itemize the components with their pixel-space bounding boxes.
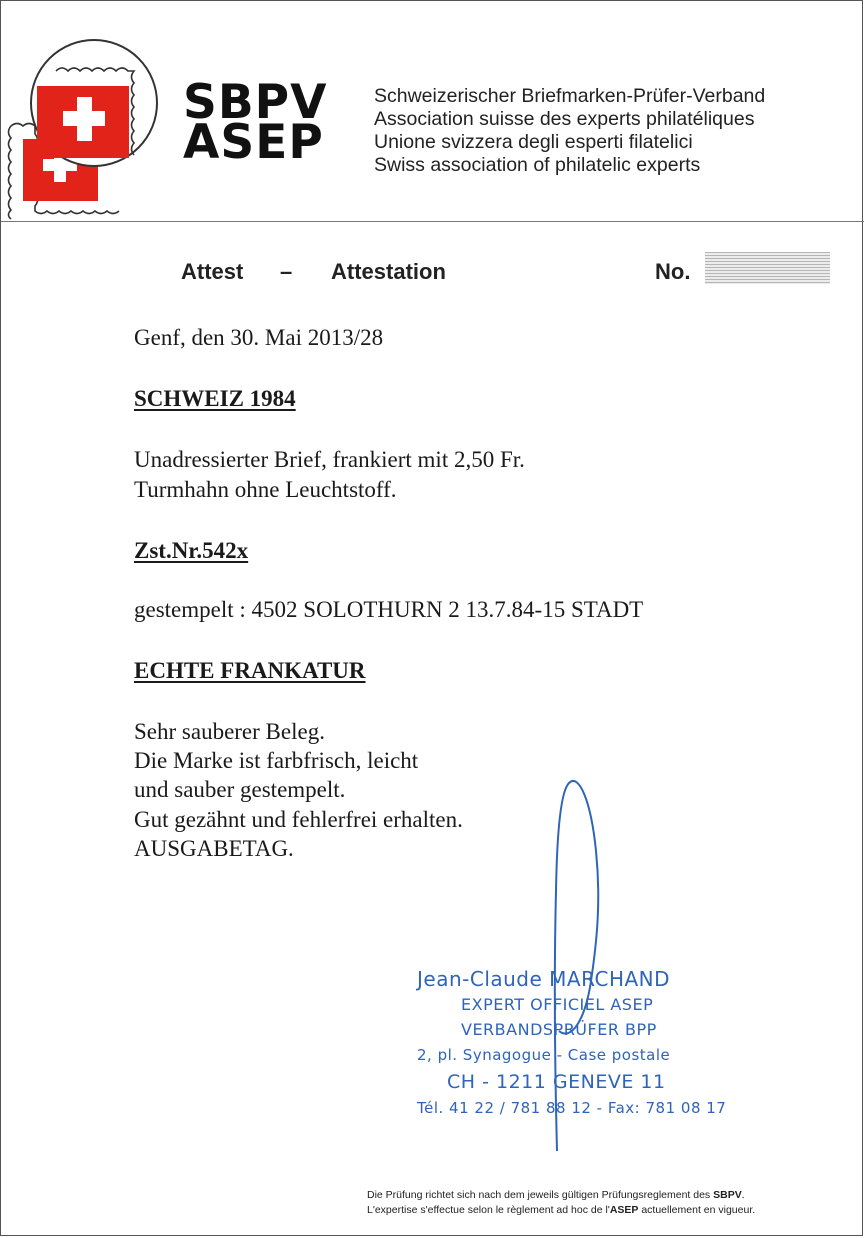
remark-line-1: Sehr sauberer Beleg. [134,719,325,744]
header-divider [1,221,864,222]
footer-de-text: Die Prüfung richtet sich nach dem jeweils gültigen Prüfungsreglement des [367,1189,714,1201]
catalog-heading: Zst.Nr.542x [134,538,249,563]
footer-fr-asep: ASEP [609,1204,639,1216]
cancel-line: gestempelt : 4502 SOLOTHURN 2 13.7.84-15 STADT [134,597,644,622]
title-attestation: Attestation [331,259,446,284]
stamp-expert-bpp: VERBANDSPRÜFER BPP [461,1020,657,1039]
stamp-phone: Tél. 41 22 / 781 88 12 - Fax: 781 08 17 [417,1099,727,1117]
footer-line-de [367,1189,745,1201]
footer-line-fr [367,1204,755,1216]
remark-line-4: Gut gezähnt und fehlerfrei erhalten. [134,807,463,832]
sbpv-logo [1,31,176,221]
stamp-address: 2, pl. Synagogue - Case postale [417,1046,671,1064]
association-name-de: Schweizerischer Briefmarken-Prüfer-Verband [374,85,766,107]
brand-abbreviation [183,75,328,170]
stamp-expert-name: Jean-Claude MARCHAND [417,967,671,991]
footer-fr-end: actuellement en vigueur. [638,1204,756,1216]
remark-line-2: Die Marke ist farbfrisch, leicht [134,748,419,773]
verdict-heading: ECHTE FRANKATUR [134,658,366,683]
remark-line-3: und sauber gestempelt. [134,777,346,802]
association-name-it: Unione svizzera degli esperti filatelici [374,131,693,153]
description-line-2: Turmhahn ohne Leuchtstoff. [134,477,397,502]
footer-de-sbpv: SBPV [713,1189,742,1201]
handwritten-signature [541,771,621,1151]
title-attest: Attest [181,259,244,284]
association-name-fr: Association suisse des experts philatéliques [374,108,755,130]
association-name-en: Swiss association of philatelic experts [374,154,701,176]
date-line: Genf, den 30. Mai 2013/28 [134,325,384,350]
stamp-expert-title: EXPERT OFFICIEL ASEP [461,995,654,1014]
number-label: No. [655,259,691,284]
association-names [374,85,765,177]
footer-fr-text: L'expertise s'effectue selon le règlement ad hoc de l' [367,1204,610,1216]
redacted-number [705,252,830,284]
footer-de-end: . [741,1189,745,1201]
brand-asep: ASEP [183,115,324,170]
stamp-city: CH - 1211 GENEVE 11 [447,1071,666,1093]
country-heading: SCHWEIZ 1984 [134,386,296,411]
title-dash: – [280,259,293,284]
brand-sbpv: SBPV [183,75,328,130]
description-line-1: Unadressierter Brief, frankiert mit 2,50 Fr. [134,447,525,472]
remark-line-5: AUSGABETAG. [134,836,294,861]
